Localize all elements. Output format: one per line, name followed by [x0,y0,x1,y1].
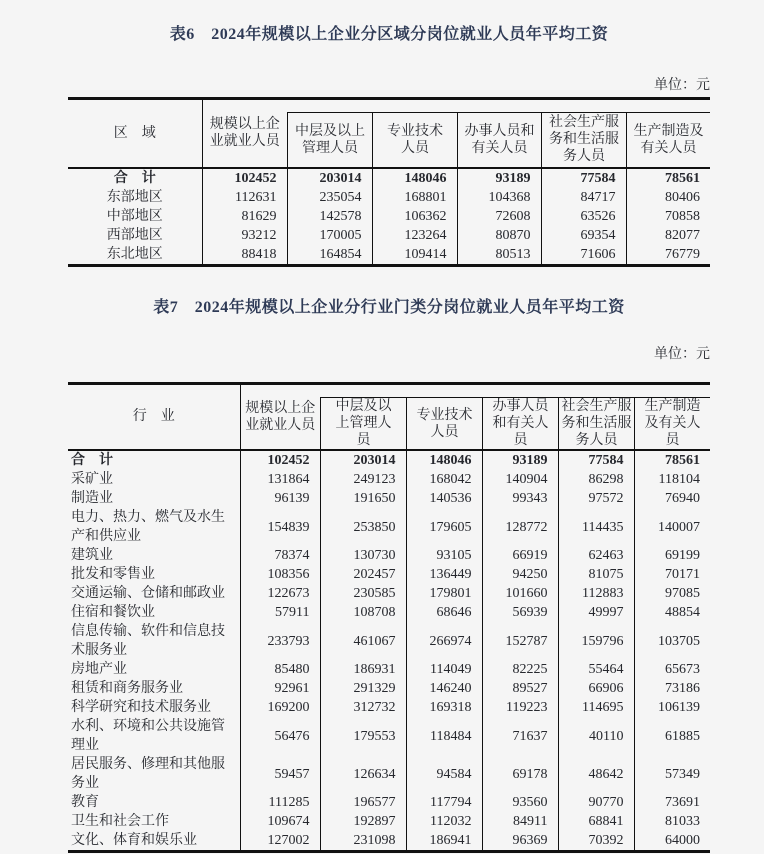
table7-unit-label: 单位：元 [654,346,710,362]
cell-value: 231098 [320,831,406,852]
cell-value: 59457 [240,755,320,793]
cell-value: 61885 [665,728,700,744]
cell-value: 77584 [558,450,634,470]
cell-value: 94584 [406,755,482,793]
row-label: 东北地区 [68,245,202,266]
cell-value: 49997 [558,603,634,622]
cell-value: 249123 [320,470,406,489]
cell-value: 140007 [658,519,700,535]
cell-value: 102452 [202,168,287,188]
row-label: 文化、体育和娱乐业 [68,831,240,852]
table7-row [68,565,710,584]
cell-value: 114435 [558,508,634,546]
cell-value: 81075 [558,565,634,584]
cell-value: 101660 [482,584,558,603]
col-header-middle-managers-text: 中层及以上 管理人员 [287,112,372,167]
report-content [68,0,710,853]
cell-value: 82077 [665,227,700,243]
cell-value: 114695 [558,698,634,717]
cell-value: 148046 [372,168,457,188]
cell-value: 253850 [320,508,406,546]
cell-value: 56476 [240,717,320,755]
cell-value: 70858 [665,208,700,224]
cell-value: 56939 [482,603,558,622]
cell-value: 78374 [240,546,320,565]
row-label: 交通运输、仓储和邮政业 [68,584,240,603]
cell-value: 73691 [665,795,700,810]
cell-value: 65673 [665,662,700,677]
cell-value: 97085 [665,586,700,601]
cell-value: 71637 [482,717,558,755]
cell-value: 57911 [240,603,320,622]
cell-value: 66906 [558,679,634,698]
cell-value: 202457 [320,565,406,584]
cell-value: 93560 [482,793,558,812]
cell-value: 89527 [482,679,558,698]
cell-value: 266974 [406,622,482,660]
cell-value: 109414 [372,245,457,266]
col-header-technical-staff [372,99,457,168]
row-label: 西部地区 [68,226,202,245]
col-header-service-workers [558,383,634,450]
row-label: 合 计 [68,450,240,470]
cell-value: 112631 [202,188,287,207]
cell-value: 164854 [287,245,372,266]
cell-value: 57349 [665,766,700,782]
cell-value: 130730 [320,546,406,565]
cell-value: 62463 [558,546,634,565]
table7-row [68,679,710,698]
col-header-technical-staff [406,383,482,450]
cell-value: 93189 [457,168,541,188]
cell-value: 127002 [240,831,320,852]
cell-value: 291329 [320,679,406,698]
cell-value: 104368 [457,188,541,207]
cell-value: 106139 [658,700,700,715]
table6-row [68,245,710,266]
cell-value: 69178 [482,755,558,793]
cell-value: 179605 [406,508,482,546]
table6-row [68,226,710,245]
col-header-middle-managers-text: 中层及以 上管理人 员 [320,397,406,449]
cell-value: 103705 [658,633,700,649]
cell-value: 112883 [558,584,634,603]
row-label: 电力、热力、燃气及水生 产和供应业 [68,508,240,546]
col-header-service-workers [541,99,626,168]
cell-value: 76779 [665,246,700,262]
cell-value: 196577 [320,793,406,812]
col-header-clerical-staff-text: 办事人员 和有关人 员 [482,397,558,449]
cell-value: 140536 [406,489,482,508]
table6-title: 表6 2024年规模以上企业分区域分岗位就业人员年平均工资 [169,26,609,43]
row-label: 信息传输、软件和信息技 术服务业 [68,622,240,660]
cell-value: 461067 [320,622,406,660]
cell-value: 122673 [240,584,320,603]
cell-value: 148046 [406,450,482,470]
row-label: 居民服务、修理和其他服 务业 [68,755,240,793]
table7-row [68,603,710,622]
cell-value: 159796 [558,622,634,660]
cell-value: 99343 [482,489,558,508]
table6-row [68,207,710,226]
cell-value: 78561 [665,453,700,468]
cell-value: 146240 [406,679,482,698]
cell-value: 118104 [658,472,700,487]
cell-value: 76940 [665,491,700,506]
table6-header-row [68,99,710,168]
cell-value: 55464 [558,660,634,679]
cell-value: 179801 [406,584,482,603]
table7-header-row [68,383,710,450]
table7-row [68,793,710,812]
cell-value: 128772 [482,508,558,546]
cell-value: 179553 [320,717,406,755]
table7-body [68,450,710,852]
col-header-technical-staff-text: 专业技术 人员 [372,112,457,167]
row-label: 中部地区 [68,207,202,226]
row-label: 水利、环境和公共设施管 理业 [68,717,240,755]
cell-value: 97572 [558,489,634,508]
cell-value: 118484 [406,717,482,755]
table7-row [68,508,710,546]
table6-region-wage-table [68,97,710,267]
cell-value: 111285 [240,793,320,812]
cell-value: 81033 [665,814,700,829]
cell-value: 80513 [457,245,541,266]
cell-value: 93212 [202,226,287,245]
col-header-technical-staff-text: 专业技术 人员 [406,397,482,449]
row-label: 住宿和餐饮业 [68,603,240,622]
col-header-service-workers-text: 社会生产服 务和生活服 务人员 [541,112,626,167]
cell-value: 73186 [665,681,700,696]
cell-value: 81629 [202,207,287,226]
cell-value: 312732 [320,698,406,717]
table7-row [68,831,710,852]
table7-title: 表7 2024年规模以上企业分行业门类分岗位就业人员年平均工资 [153,298,625,316]
cell-value: 70171 [665,567,700,582]
cell-value: 68841 [558,812,634,831]
col-header-clerical-staff [482,383,558,450]
cell-value: 93189 [482,450,558,470]
table7-row [68,812,710,831]
col-header-industry: 行 业 [68,383,240,450]
cell-value: 63526 [541,207,626,226]
cell-value: 131864 [240,470,320,489]
cell-value: 123264 [372,226,457,245]
cell-value: 136449 [406,565,482,584]
cell-value: 109674 [240,812,320,831]
cell-value: 152787 [482,622,558,660]
cell-value: 84717 [541,188,626,207]
cell-value: 86298 [558,470,634,489]
cell-value: 85480 [240,660,320,679]
cell-value: 154839 [240,508,320,546]
row-label: 采矿业 [68,470,240,489]
table7-row [68,660,710,679]
col-header-production-workers [626,99,710,168]
table7-row [68,546,710,565]
cell-value: 96369 [482,831,558,852]
cell-value: 140904 [482,470,558,489]
table6-unit-label: 单位：元 [654,78,710,93]
cell-value: 90770 [558,793,634,812]
cell-value: 80870 [457,226,541,245]
cell-value: 170005 [287,226,372,245]
row-label: 教育 [68,793,240,812]
cell-value: 235054 [287,188,372,207]
table7-row [68,489,710,508]
cell-value: 233793 [240,622,320,660]
cell-value: 108708 [320,603,406,622]
table7-row [68,450,710,470]
table6-row [68,168,710,188]
cell-value: 94250 [482,565,558,584]
cell-value: 203014 [287,168,372,188]
row-label: 租赁和商务服务业 [68,679,240,698]
col-header-clerical-staff-text: 办事人员和 有关人员 [457,112,541,167]
table7-industry-wage-table [68,382,710,854]
cell-value: 77584 [541,168,626,188]
cell-value: 203014 [320,450,406,470]
table7-row [68,622,710,660]
table7-row [68,717,710,755]
cell-value: 168801 [372,188,457,207]
col-header-production-workers-text: 生产制造及 有关人员 [626,112,710,167]
col-header-service-workers-text: 社会生产服 务和生活服 务人员 [558,397,634,449]
table7-row [68,698,710,717]
cell-value: 84911 [482,812,558,831]
cell-value: 72608 [457,207,541,226]
cell-value: 48854 [665,605,700,620]
col-header-region: 区 域 [68,99,202,168]
cell-value: 108356 [240,565,320,584]
cell-value: 69354 [541,226,626,245]
row-label: 科学研究和技术服务业 [68,698,240,717]
cell-value: 126634 [320,755,406,793]
col-header-production-workers [634,383,710,450]
row-label: 批发和零售业 [68,565,240,584]
cell-value: 169318 [406,698,482,717]
col-header-middle-managers [320,383,406,450]
cell-value: 192897 [320,812,406,831]
row-label: 卫生和社会工作 [68,812,240,831]
cell-value: 40110 [558,717,634,755]
cell-value: 64000 [665,833,700,848]
table6-body [68,168,710,266]
cell-value: 48642 [558,755,634,793]
table7-row [68,584,710,603]
cell-value: 71606 [541,245,626,266]
row-label: 建筑业 [68,546,240,565]
cell-value: 66919 [482,546,558,565]
row-label: 制造业 [68,489,240,508]
cell-value: 186941 [406,831,482,852]
cell-value: 168042 [406,470,482,489]
cell-value: 186931 [320,660,406,679]
cell-value: 117794 [406,793,482,812]
cell-value: 112032 [406,812,482,831]
col-header-all-employees: 规模以上企 业就业人员 [202,99,287,168]
col-header-middle-managers [287,99,372,168]
row-label: 东部地区 [68,188,202,207]
cell-value: 69199 [665,548,700,563]
cell-value: 93105 [406,546,482,565]
cell-value: 82225 [482,660,558,679]
cell-value: 230585 [320,584,406,603]
cell-value: 92961 [240,679,320,698]
cell-value: 80406 [665,189,700,205]
cell-value: 114049 [406,660,482,679]
row-label: 合 计 [68,168,202,188]
table6-row [68,188,710,207]
cell-value: 191650 [320,489,406,508]
cell-value: 96139 [240,489,320,508]
cell-value: 142578 [287,207,372,226]
cell-value: 88418 [202,245,287,266]
cell-value: 119223 [482,698,558,717]
col-header-all-employees: 规模以上企 业就业人员 [240,383,320,450]
table7-row [68,755,710,793]
row-label: 房地产业 [68,660,240,679]
cell-value: 169200 [240,698,320,717]
col-header-clerical-staff [457,99,541,168]
cell-value: 106362 [372,207,457,226]
cell-value: 70392 [558,831,634,852]
cell-value: 68646 [406,603,482,622]
col-header-production-workers-text: 生产制造 及有关人 员 [634,397,710,449]
cell-value: 102452 [240,450,320,470]
table7-row [68,470,710,489]
cell-value: 78561 [665,170,700,186]
